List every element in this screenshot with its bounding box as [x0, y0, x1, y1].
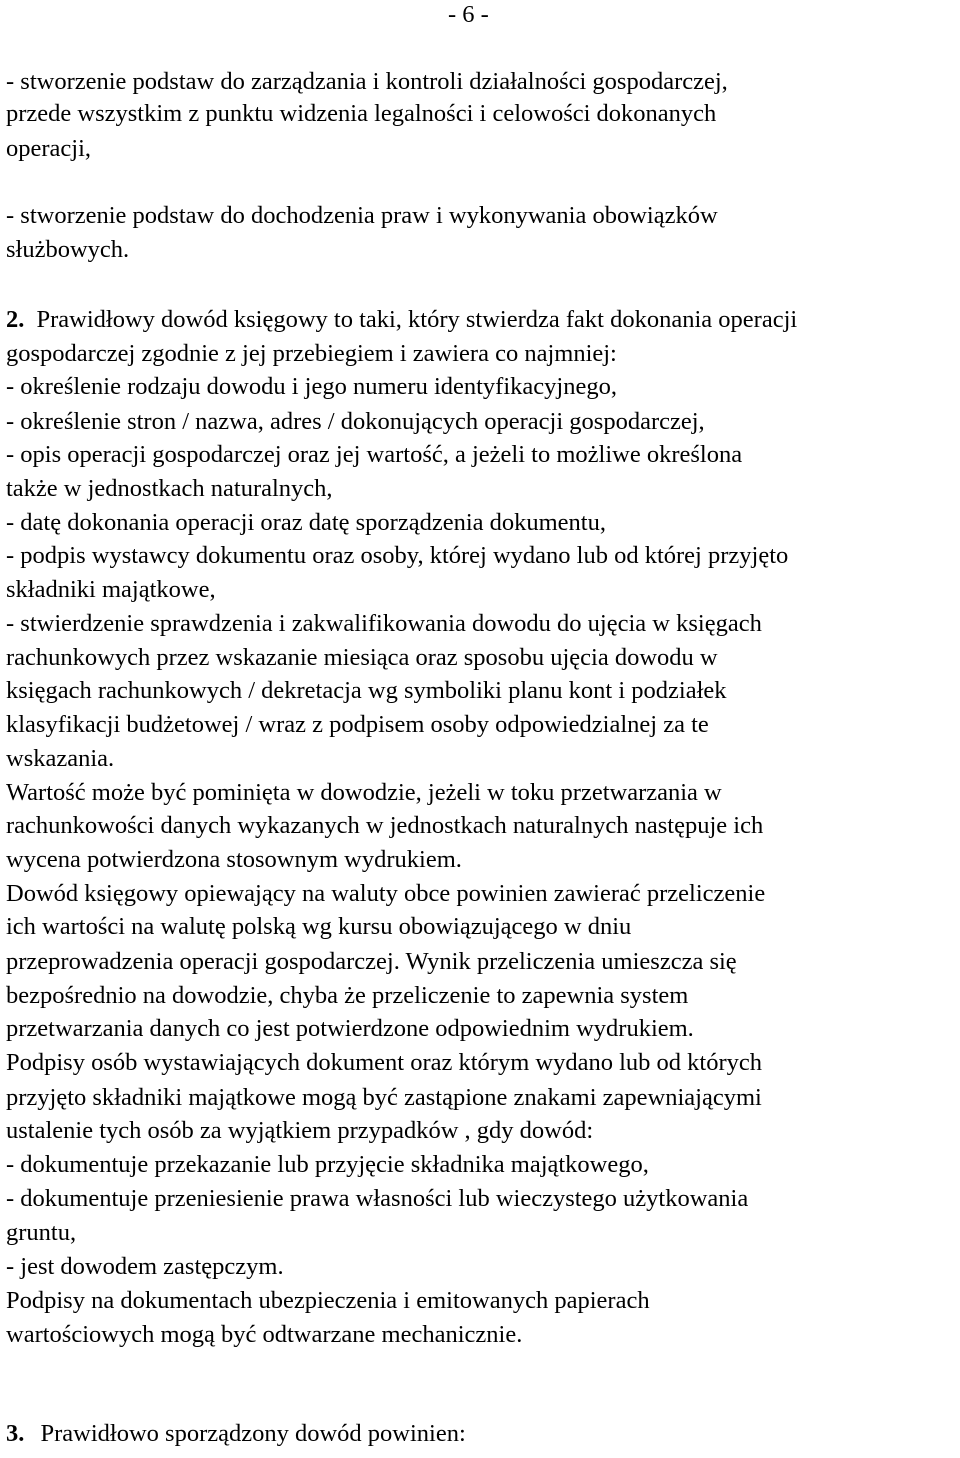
text-line: rachunkowych przez wskazanie miesiąca oraz sposobu ujęcia dowodu w: [6, 644, 718, 671]
text-line: Wartość może być pominięta w dowodzie, jeżeli w toku przetwarzania w: [6, 779, 722, 806]
point-3-text: Prawidłowo sporządzony dowód powinien:: [40, 1420, 466, 1447]
text-line: Podpisy osób wystawiających dokument oraz którym wydano lub od których: [6, 1049, 762, 1076]
text-line: także w jednostkach naturalnych,: [6, 475, 333, 502]
text-line: - podpis wystawcy dokumentu oraz osoby, której wydano lub od której przyjęto: [6, 542, 789, 569]
point-2-first-line: Prawidłowy dowód księgowy to taki, który stwierdza fakt dokonania operacji: [36, 306, 798, 333]
text-line: - stworzenie podstaw do dochodzenia praw i wykonywania obowiązków: [6, 202, 718, 229]
text-line: przede wszystkim z punktu widzenia legalności i celowości dokonanych: [6, 100, 717, 127]
page-number: - 6 -: [448, 1, 489, 28]
point-2-heading: [6, 305, 797, 335]
text-line: - dokumentuje przeniesienie prawa własności lub wieczystego użytkowania: [6, 1185, 749, 1212]
text-line: księgach rachunkowych / dekretacja wg symboliki planu kont i podziałek: [6, 677, 727, 704]
text-line: ustalenie tych osób za wyjątkiem przypadków , gdy dowód:: [6, 1117, 594, 1144]
text-line: wycena potwierdzona stosownym wydrukiem.: [6, 846, 462, 873]
text-line: Podpisy na dokumentach ubezpieczenia i emitowanych papierach: [6, 1287, 650, 1314]
text-line: - stworzenie podstaw do zarządzania i kontroli działalności gospodarczej,: [6, 68, 728, 95]
text-line: wartościowych mogą być odtwarzane mechanicznie.: [6, 1321, 523, 1348]
point-3-heading: [6, 1419, 466, 1449]
text-line: - stwierdzenie sprawdzenia i zakwalifikowania dowodu do ujęcia w księgach: [6, 610, 762, 637]
text-line: - datę dokonania operacji oraz datę sporządzenia dokumentu,: [6, 509, 606, 536]
text-line: przetwarzania danych co jest potwierdzone odpowiednim wydrukiem.: [6, 1015, 694, 1042]
text-line: gruntu,: [6, 1219, 77, 1246]
text-line: rachunkowości danych wykazanych w jednostkach naturalnych następuje ich: [6, 812, 764, 839]
text-line: bezpośrednio na dowodzie, chyba że przeliczenie to zapewnia system: [6, 982, 689, 1009]
text-line: - dokumentuje przekazanie lub przyjęcie składnika majątkowego,: [6, 1151, 649, 1178]
text-line: - opis operacji gospodarczej oraz jej wartość, a jeżeli to możliwe określona: [6, 441, 743, 468]
text-line: operacji,: [6, 135, 92, 162]
text-line: - określenie stron / nazwa, adres / dokonujących operacji gospodarczej,: [6, 408, 705, 435]
text-line: przyjęto składniki majątkowe mogą być zastąpione znakami zapewniającymi: [6, 1084, 762, 1111]
text-line: - określenie rodzaju dowodu i jego numeru identyfikacyjnego,: [6, 373, 617, 400]
text-line: ich wartości na walutę polską wg kursu obowiązującego w dniu: [6, 913, 632, 940]
point-3-number: 3.: [6, 1420, 25, 1447]
text-line: służbowych.: [6, 236, 130, 263]
text-line: przeprowadzenia operacji gospodarczej. Wynik przeliczenia umieszcza się: [6, 948, 737, 975]
text-line: wskazania.: [6, 745, 115, 772]
text-line: klasyfikacji budżetowej / wraz z podpisem osoby odpowiedzialnej za te: [6, 711, 709, 738]
text-line: gospodarczej zgodnie z jej przebiegiem i zawiera co najmniej:: [6, 340, 617, 367]
point-2-number: 2.: [6, 306, 25, 333]
text-line: składniki majątkowe,: [6, 576, 216, 603]
text-line: - jest dowodem zastępczym.: [6, 1253, 284, 1280]
text-line: Dowód księgowy opiewający na waluty obce powinien zawierać przeliczenie: [6, 880, 766, 907]
